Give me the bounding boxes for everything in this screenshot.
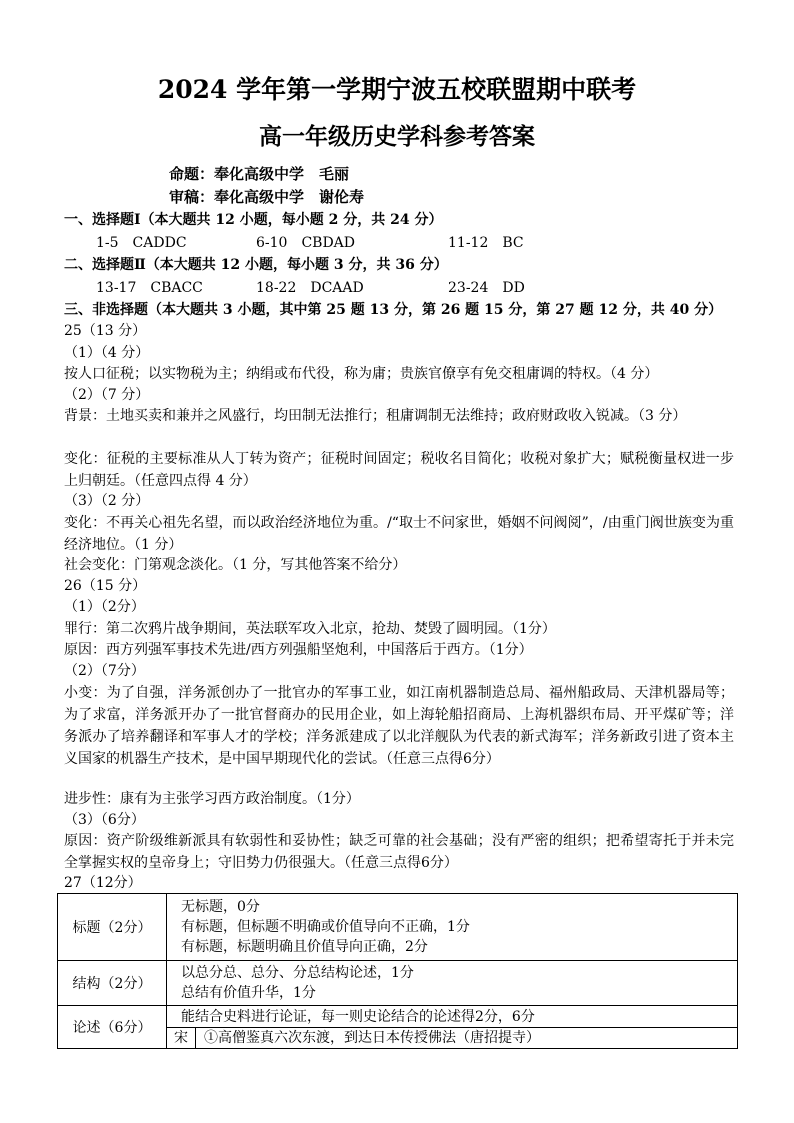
q26-part2-change: 小变：为了自强，洋务派创办了一批官办的军事工业，如江南机器制造总局、福州船政局、天津机器局等；为了求富，洋务派开办了一批官督商办的民用企业，如上海轮船招商局、上海机器织布局、开平煤矿等；洋务派办了培养翻译和军事人才的学校；洋务派建成了以北洋舰队为代表的新式海军；洋务新政引进了资本主义国家的机器生产技术，是中国早期现代化的尝试。（任意三点得6分） bbox=[64, 685, 734, 767]
q26-part2-label: （2）（7分） bbox=[64, 663, 145, 679]
section1-heading: 一、选择题Ⅰ（本大题共 12 小题，每小题 2 分，共 24 分） bbox=[64, 212, 443, 228]
q25-part3-change: 变化：不再关心祖先名望，而以政治经济地位为重。/“取士不问家世，婚姻不问阀阅”，/由重门阀世族变为重经济地位。（1 分） bbox=[64, 515, 734, 553]
rubric-line: 总结有价值升华，1分 bbox=[181, 985, 316, 1001]
exam-subtitle: 高一年级历史学科参考答案 bbox=[259, 123, 535, 150]
q26-part2-progress: 进步性：康有为主张学习西方政治制度。（1分） bbox=[64, 791, 360, 807]
answer-group: 6-10 CBDAD bbox=[256, 235, 356, 251]
table-row bbox=[58, 961, 738, 1006]
q26-heading: 26（15 分） bbox=[64, 578, 147, 594]
q25-part1-label: （1）（4 分） bbox=[64, 345, 150, 361]
q25-part2-background: 背景：土地买卖和兼并之风盛行，均田制无法推行；租庸调制无法维持；政府财政收入锐减。（3 分） bbox=[64, 408, 687, 424]
rubric-line: 能结合史料进行论证，每一则史论结合的论述得2分，6分 bbox=[181, 1008, 535, 1025]
rubric-category: 标题（2分） bbox=[58, 894, 167, 961]
answer-group: 11-12 BC bbox=[448, 235, 524, 251]
q26-part1-reason: 原因：西方列强军事技术先进/西方列强船坚炮利，中国落后于西方。（1分） bbox=[64, 642, 533, 658]
proposer-label: 命题： bbox=[169, 165, 215, 183]
q25-part1-answer: 按人口征税；以实物税为主；纳绢或布代役，称为庸；贵族官僚享有免交租庸调的特权。（4 分） bbox=[64, 366, 659, 382]
q25-part2-label: （2）（7 分） bbox=[64, 387, 150, 403]
reviewer-line bbox=[169, 186, 364, 208]
rubric-subrow bbox=[167, 1027, 737, 1048]
proposer-line bbox=[169, 163, 349, 185]
q25-part3-label: （3）（2 分） bbox=[64, 493, 150, 509]
q27-heading: 27（12分） bbox=[64, 875, 142, 891]
section2-heading: 二、选择题Ⅱ（本大题共 12 小题，每小题 3 分，共 36 分） bbox=[64, 257, 448, 273]
proposer-name: 奉化高级中学 毛丽 bbox=[214, 165, 350, 183]
q25-heading: 25（13 分） bbox=[64, 323, 147, 339]
rubric-criteria bbox=[167, 961, 738, 1006]
rubric-criteria bbox=[167, 1006, 738, 1049]
table-row bbox=[58, 1006, 738, 1049]
answer-group: 1-5 CADDC bbox=[96, 235, 187, 251]
reviewer-label: 审稿： bbox=[169, 188, 215, 206]
q26-part3-label: （3）（6分） bbox=[64, 812, 145, 828]
answer-group: 13-17 CBACC bbox=[96, 280, 203, 296]
example-text: ①高僧鉴真六次东渡，到达日本传授佛法（唐招提寺） bbox=[204, 1029, 540, 1046]
rubric-line: 无标题，0分 bbox=[181, 899, 260, 915]
q26-part1-label: （1）（2分） bbox=[64, 599, 145, 615]
answer-group: 18-22 DCAAD bbox=[256, 280, 364, 296]
answer-group: 23-24 DD bbox=[448, 280, 525, 296]
q27-rubric-table bbox=[57, 893, 738, 1049]
rubric-category: 论述（6分） bbox=[58, 1006, 167, 1049]
rubric-category: 结构（2分） bbox=[58, 961, 167, 1006]
q25-part2-change: 变化：征税的主要标准从人丁转为资产；征税时间固定；税收名目简化；收税对象扩大；赋税衡量权进一步上归朝廷。（任意四点得 4 分） bbox=[64, 451, 734, 489]
dynasty-label: 宋 bbox=[167, 1028, 196, 1048]
section3-heading: 三、非选择题（本大题共 3 小题，其中第 25 题 13 分，第 26 题 15 分，第 27 题 12 分，共 40 分） bbox=[64, 302, 723, 318]
q26-part1-crime: 罪行：第二次鸦片战争期间，英法联军攻入北京，抢劫、焚毁了圆明园。（1分） bbox=[64, 621, 556, 637]
reviewer-name: 奉化高级中学 谢伦寿 bbox=[214, 188, 365, 206]
q26-part3-reason: 原因：资产阶级维新派具有软弱性和妥协性；缺乏可靠的社会基础；没有严密的组织；把希望寄托于并未完全掌握实权的皇帝身上；守旧势力仍很强大。（任意三点得6分） bbox=[64, 833, 734, 871]
table-row bbox=[58, 894, 738, 961]
exam-title: 2024 学年第一学期宁波五校联盟期中联考 bbox=[157, 75, 637, 104]
rubric-line: 有标题，标题明确且价值导向正确，2分 bbox=[181, 939, 428, 955]
rubric-line: 以总分总、总分、分总结构论述，1分 bbox=[181, 965, 414, 981]
rubric-line: 有标题，但标题不明确或价值导向不正确，1分 bbox=[181, 919, 470, 935]
rubric-criteria bbox=[167, 894, 738, 961]
q25-part3-social: 社会变化：门第观念淡化。（1 分，写其他答案不给分） bbox=[64, 557, 407, 573]
